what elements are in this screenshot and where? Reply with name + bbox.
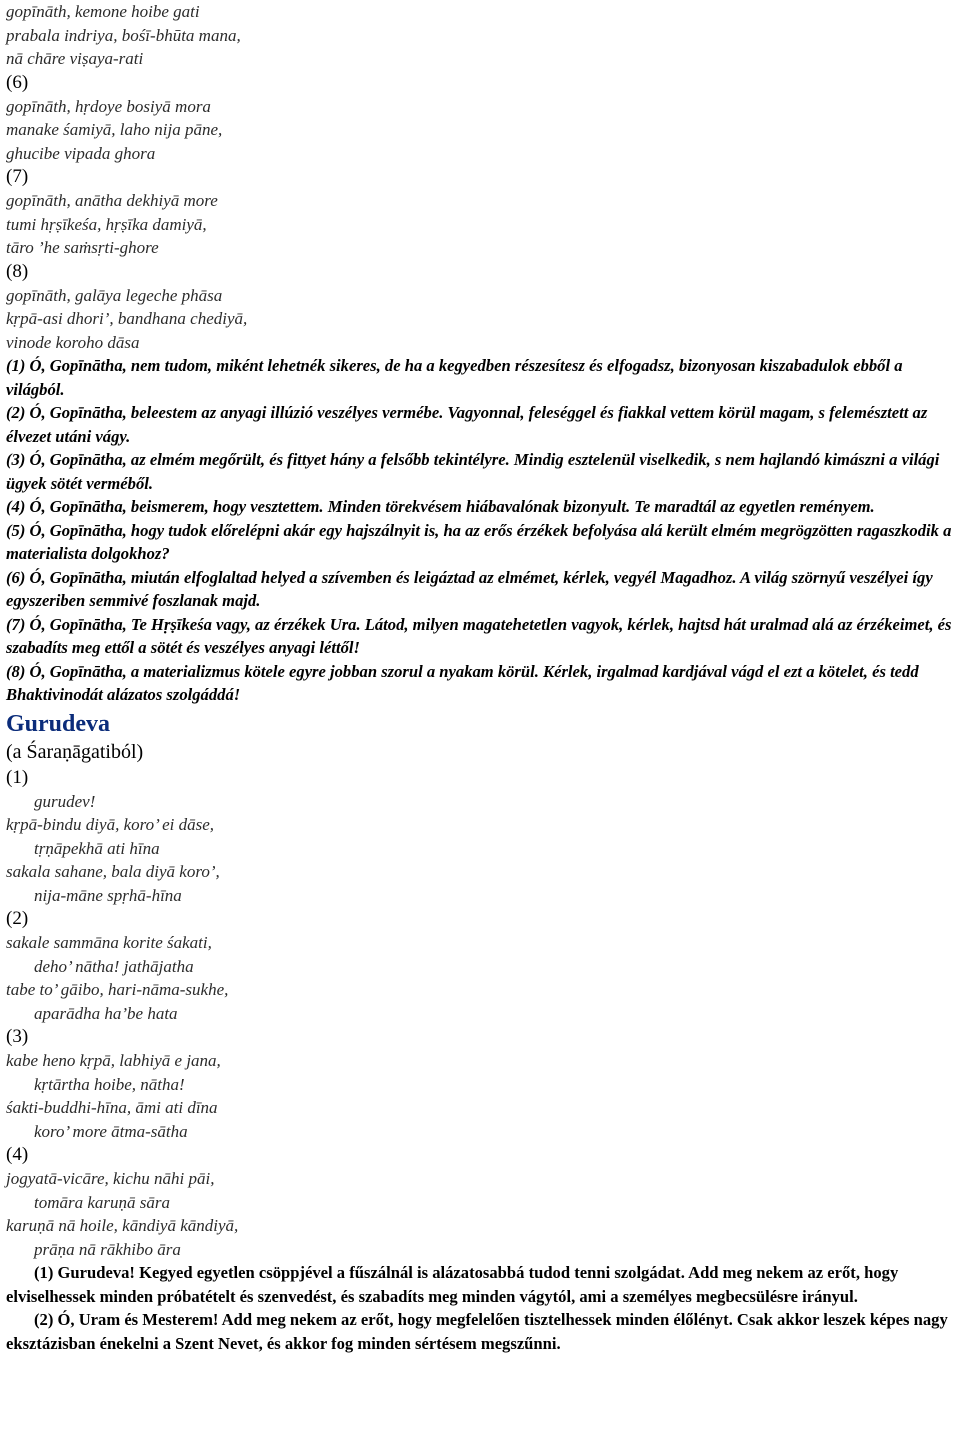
translation-paragraph: (8) Ó, Gopīnātha, a materializmus kötele egyre jobban szorul a nyakam körül. Kérlek, irgalmad kardjával vágd el ezt a kötelet, és tedd Bhaktivinodát alázatos szolgáddá!: [6, 661, 919, 704]
verse-line: sakala sahane, bala diyā koro’,: [6, 862, 220, 881]
translations-top: [6, 354, 954, 707]
translation-paragraph: (1) Ó, Gopīnātha, nem tudom, miként lehetnék sikeres, de ha a kegyedben részesítesz és elfogadsz, bizonyosan kiszabadulok ebből a világból.: [6, 356, 903, 399]
verse-line: kabe heno kṛpā, labhiyā e jana,: [6, 1051, 221, 1070]
section-subtitle: (a Śaraṇāgatiból): [6, 740, 144, 763]
verses-bottom: [6, 766, 954, 1262]
document-page: [6, 0, 954, 1355]
translation-text: (2) Ó, Uram és Mesterem! Add meg nekem az erőt, hogy megfelelően tisztelhessek minden élőlényt. Csak akkor leszek képes nagy eksztázisban énekelni a Szent Nevet, és akkor fog minden sértésem megszűnni.: [6, 1310, 948, 1353]
translation-paragraph: (5) Ó, Gopīnātha, hogy tudok előrelépni akár egy hajszálnyit is, ha az erős érzékek befolyása alá került elmém megrögzötten ragaszkodik a materialista dolgokhoz?: [6, 520, 952, 563]
translation-paragraph: (6) Ó, Gopīnātha, miután elfoglaltad helyed a szívemben és leigáztad az elmémet, kérlek, vegyél Magadhoz. A világ szörnyű veszélyei így egyszeriben semmivé foszlanak majd.: [6, 567, 933, 610]
verse-line: vinode koroho dāsa: [6, 332, 140, 352]
verse-block: [6, 165, 954, 260]
translation-text: (1) Gurudeva! Kegyed egyetlen csöppjével a fűszálnál is alázatosabbá tudod tenni szolgádat. Add meg nekem az erőt, hogy elviselhessek minden próbatételt és szenvedést, és szabadíts meg minden vágytól, ami a személyes megbecsülésre irányul.: [6, 1263, 899, 1306]
translation-paragraph: (7) Ó, Gopīnātha, Te Hṛṣīkeśa vagy, az érzékek Ura. Látod, milyen magatehetetlen vagyok, kérlek, hajtsd hát uralmad alá az érzékeimet, és szabadíts meg ettől a sötét és veszélyes anyagi léttől!: [6, 614, 952, 657]
verse-line: gopīnāth, anātha dekhiyā more: [6, 191, 218, 210]
verse-line: deho’ nātha! jathājatha: [34, 956, 194, 976]
verse-line: gopīnāth, hṛdoye bosiyā mora: [6, 96, 211, 116]
verses-top: [6, 0, 954, 354]
verse-line: gopīnāth, galāya legeche phāsa: [6, 285, 223, 305]
verse-line: tumi hṛṣīkeśa, hṛṣīka damiyā,: [6, 214, 207, 234]
section-title: Gurudeva: [6, 710, 111, 737]
verse-line: kṛpā-asi dhori’, bandhana chediyā,: [6, 309, 248, 328]
verse-line: nija-māne spṛhā-hīna: [34, 885, 182, 905]
verse-line: manake śamiyā, laho nija pāne,: [6, 120, 223, 139]
verse-line: prabala indriya, bośī-bhūta mana,: [6, 25, 241, 45]
translations-bottom: [6, 1261, 954, 1355]
verse-number: (3): [6, 1026, 29, 1047]
verse-block: [6, 71, 954, 166]
verse-number: (1): [6, 766, 29, 788]
verse-line: jogyatā-vicāre, kichu nāhi pāi,: [6, 1169, 215, 1188]
verse-line: śakti-buddhi-hīna, āmi ati dīna: [6, 1098, 218, 1117]
verse-line: ghucibe vipada ghora: [6, 143, 156, 163]
verse-number: (8): [6, 260, 29, 282]
verse-line: karuṇā nā hoile, kāndiyā kāndiyā,: [6, 1216, 239, 1235]
verse-line: kṛtārtha hoibe, nātha!: [34, 1074, 185, 1094]
verse-block: [6, 766, 954, 908]
verse-line: tṛṇāpekhā ati hīna: [34, 838, 160, 858]
verse-line: koro’ more ātma-sātha: [34, 1121, 188, 1141]
verse-number: (2): [6, 908, 29, 929]
verse-number: (4): [6, 1144, 29, 1165]
translation-paragraph: [6, 1308, 954, 1355]
verse-block: [6, 260, 954, 355]
verse-line: nā chāre viṣaya-rati: [6, 49, 144, 68]
verse-line: gurudev!: [34, 791, 96, 811]
translation-paragraph: [6, 1261, 954, 1308]
verse-block: [6, 1025, 954, 1143]
translation-paragraph: (3) Ó, Gopīnātha, az elmém megőrült, és fittyet hány a felsőbb tekintélyre. Mindig esztelenül viselkedik, s nem hajlandó kimászni a világi ügyek sötét verméből.: [6, 450, 940, 493]
verse-line: sakale sammāna korite śakati,: [6, 933, 212, 952]
verse-block: [6, 1143, 954, 1261]
verse-line: tomāra karuṇā sāra: [34, 1192, 171, 1212]
verse-block: [6, 907, 954, 1025]
verse-line: kṛpā-bindu diyā, koro’ ei dāse,: [6, 815, 215, 834]
verse-number: (6): [6, 71, 29, 93]
verse-number: (7): [6, 166, 29, 187]
verse-line: tabe to’ gāibo, hari-nāma-sukhe,: [6, 980, 229, 999]
verse-line: prāṇa nā rākhibo āra: [34, 1239, 181, 1259]
verse-line: aparādha ha’be hata: [34, 1003, 178, 1023]
verse-line: tāro ’he saṁsṛti-ghore: [6, 238, 159, 257]
translation-paragraph: (2) Ó, Gopīnātha, beleestem az anyagi illúzió veszélyes vermébe. Vagyonnal, feleséggel és fiakkal vettem körül magam, s felemésztett az élvezet utáni vágy.: [6, 403, 928, 446]
translation-paragraph: (4) Ó, Gopīnātha, beismerem, hogy vesztettem. Minden törekvésem hiábavalónak bizonyult. Te maradtál az egyetlen reményem.: [6, 497, 875, 516]
verse-line: gopīnāth, kemone hoibe gati: [6, 2, 200, 21]
verse-block: [6, 0, 954, 71]
